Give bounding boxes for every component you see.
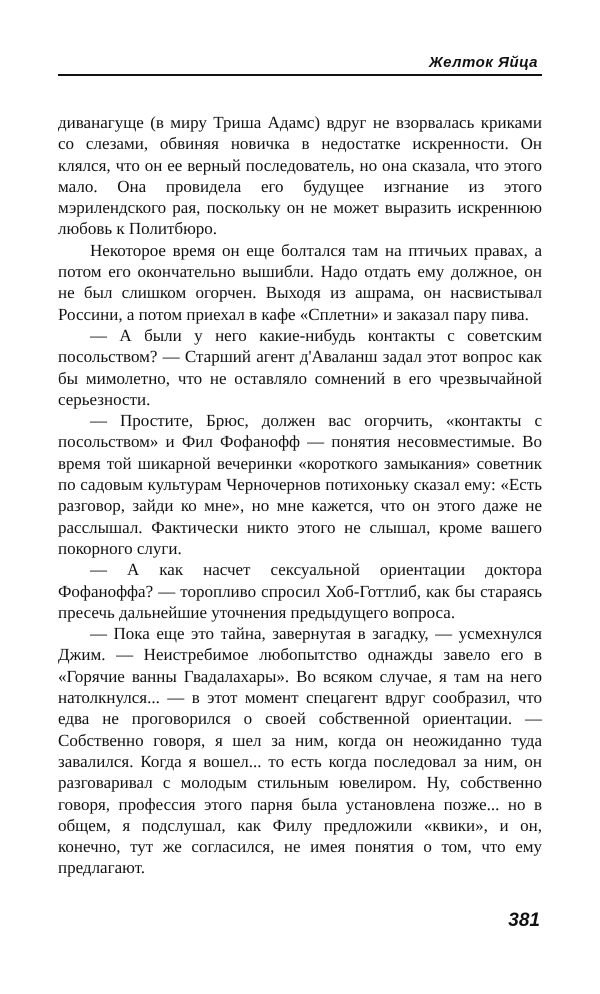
paragraph: — А были у него какие-нибудь контакты с советским посольством? — Старший агент д'Аваланш задал этот вопрос как бы мимолетно, что не оставляло сомнений в его чрезвычайной серьезности. — [58, 325, 542, 409]
body-text — [58, 112, 542, 879]
paragraph: — Простите, Брюс, должен вас огорчить, «контакты с посольством» и Фил Фофанофф — понятия несовместимые. Во время той шикарной вечеринки «короткого замыкания» советник по садовым культурам Черночернов потихоньку сказал ему: «Есть разговор, зайди ко мне», но мне кажется, что он этого даже не расслышал. Фактически никто этого не слышал, кроме вашего покорного слуги. — [58, 411, 542, 558]
page-number: 381 — [508, 910, 540, 931]
running-title: Желток Яйца — [428, 54, 538, 71]
page-header — [58, 52, 542, 76]
paragraph: диванагуще (в миру Триша Адамс) вдруг не взорвалась криками со слезами, обвиняя новичка в недостатке искренности. Он клялся, что он ее верный последователь, но она сказала, что этого мало. Она провидела его будущее изгнание из этого мэрилендского рая, поскольку он не может выразить искреннюю любовь к Политбюро. — [58, 113, 542, 239]
paragraph: Некоторое время он еще болтался там на птичьих правах, а потом его окончательно вышибли. Надо отдать ему должное, он не был слишком огорчен. Выходя из ашрама, он насвистывал Россини, а потом приехал в кафе «Сплетни» и заказал пару пива. — [58, 240, 542, 324]
paragraph: — А как насчет сексуальной ориентации доктора Фофаноффа? — торопливо спросил Хоб-Готтлиб, как бы стараясь пресечь дальнейшие уточнения предыдущего вопроса. — [58, 560, 542, 622]
paragraph: — Пока еще это тайна, завернутая в загадку, — усмехнулся Джим. — Неистребимое любопытство однажды завело его в «Горячие ванны Гвадалахары». Во всяком случае, я там на него натолкнулся... — в этот момент спецагент вдруг сообразил, что едва не проговорился о своей собственной ориентации. — Собственно говоря, я шел за ним, когда он неожиданно туда завалился. Когда я вошел... то есть когда последовал за ним, он разговаривал с молодым стильным ювелиром. Ну, собственно говоря, профессия этого парня была установлена позже... но в общем, я подслушал, как Филу предложили «квики», и он, конечно, тут же согласился, не имея понятия о том, что ему предлагают. — [58, 624, 542, 878]
